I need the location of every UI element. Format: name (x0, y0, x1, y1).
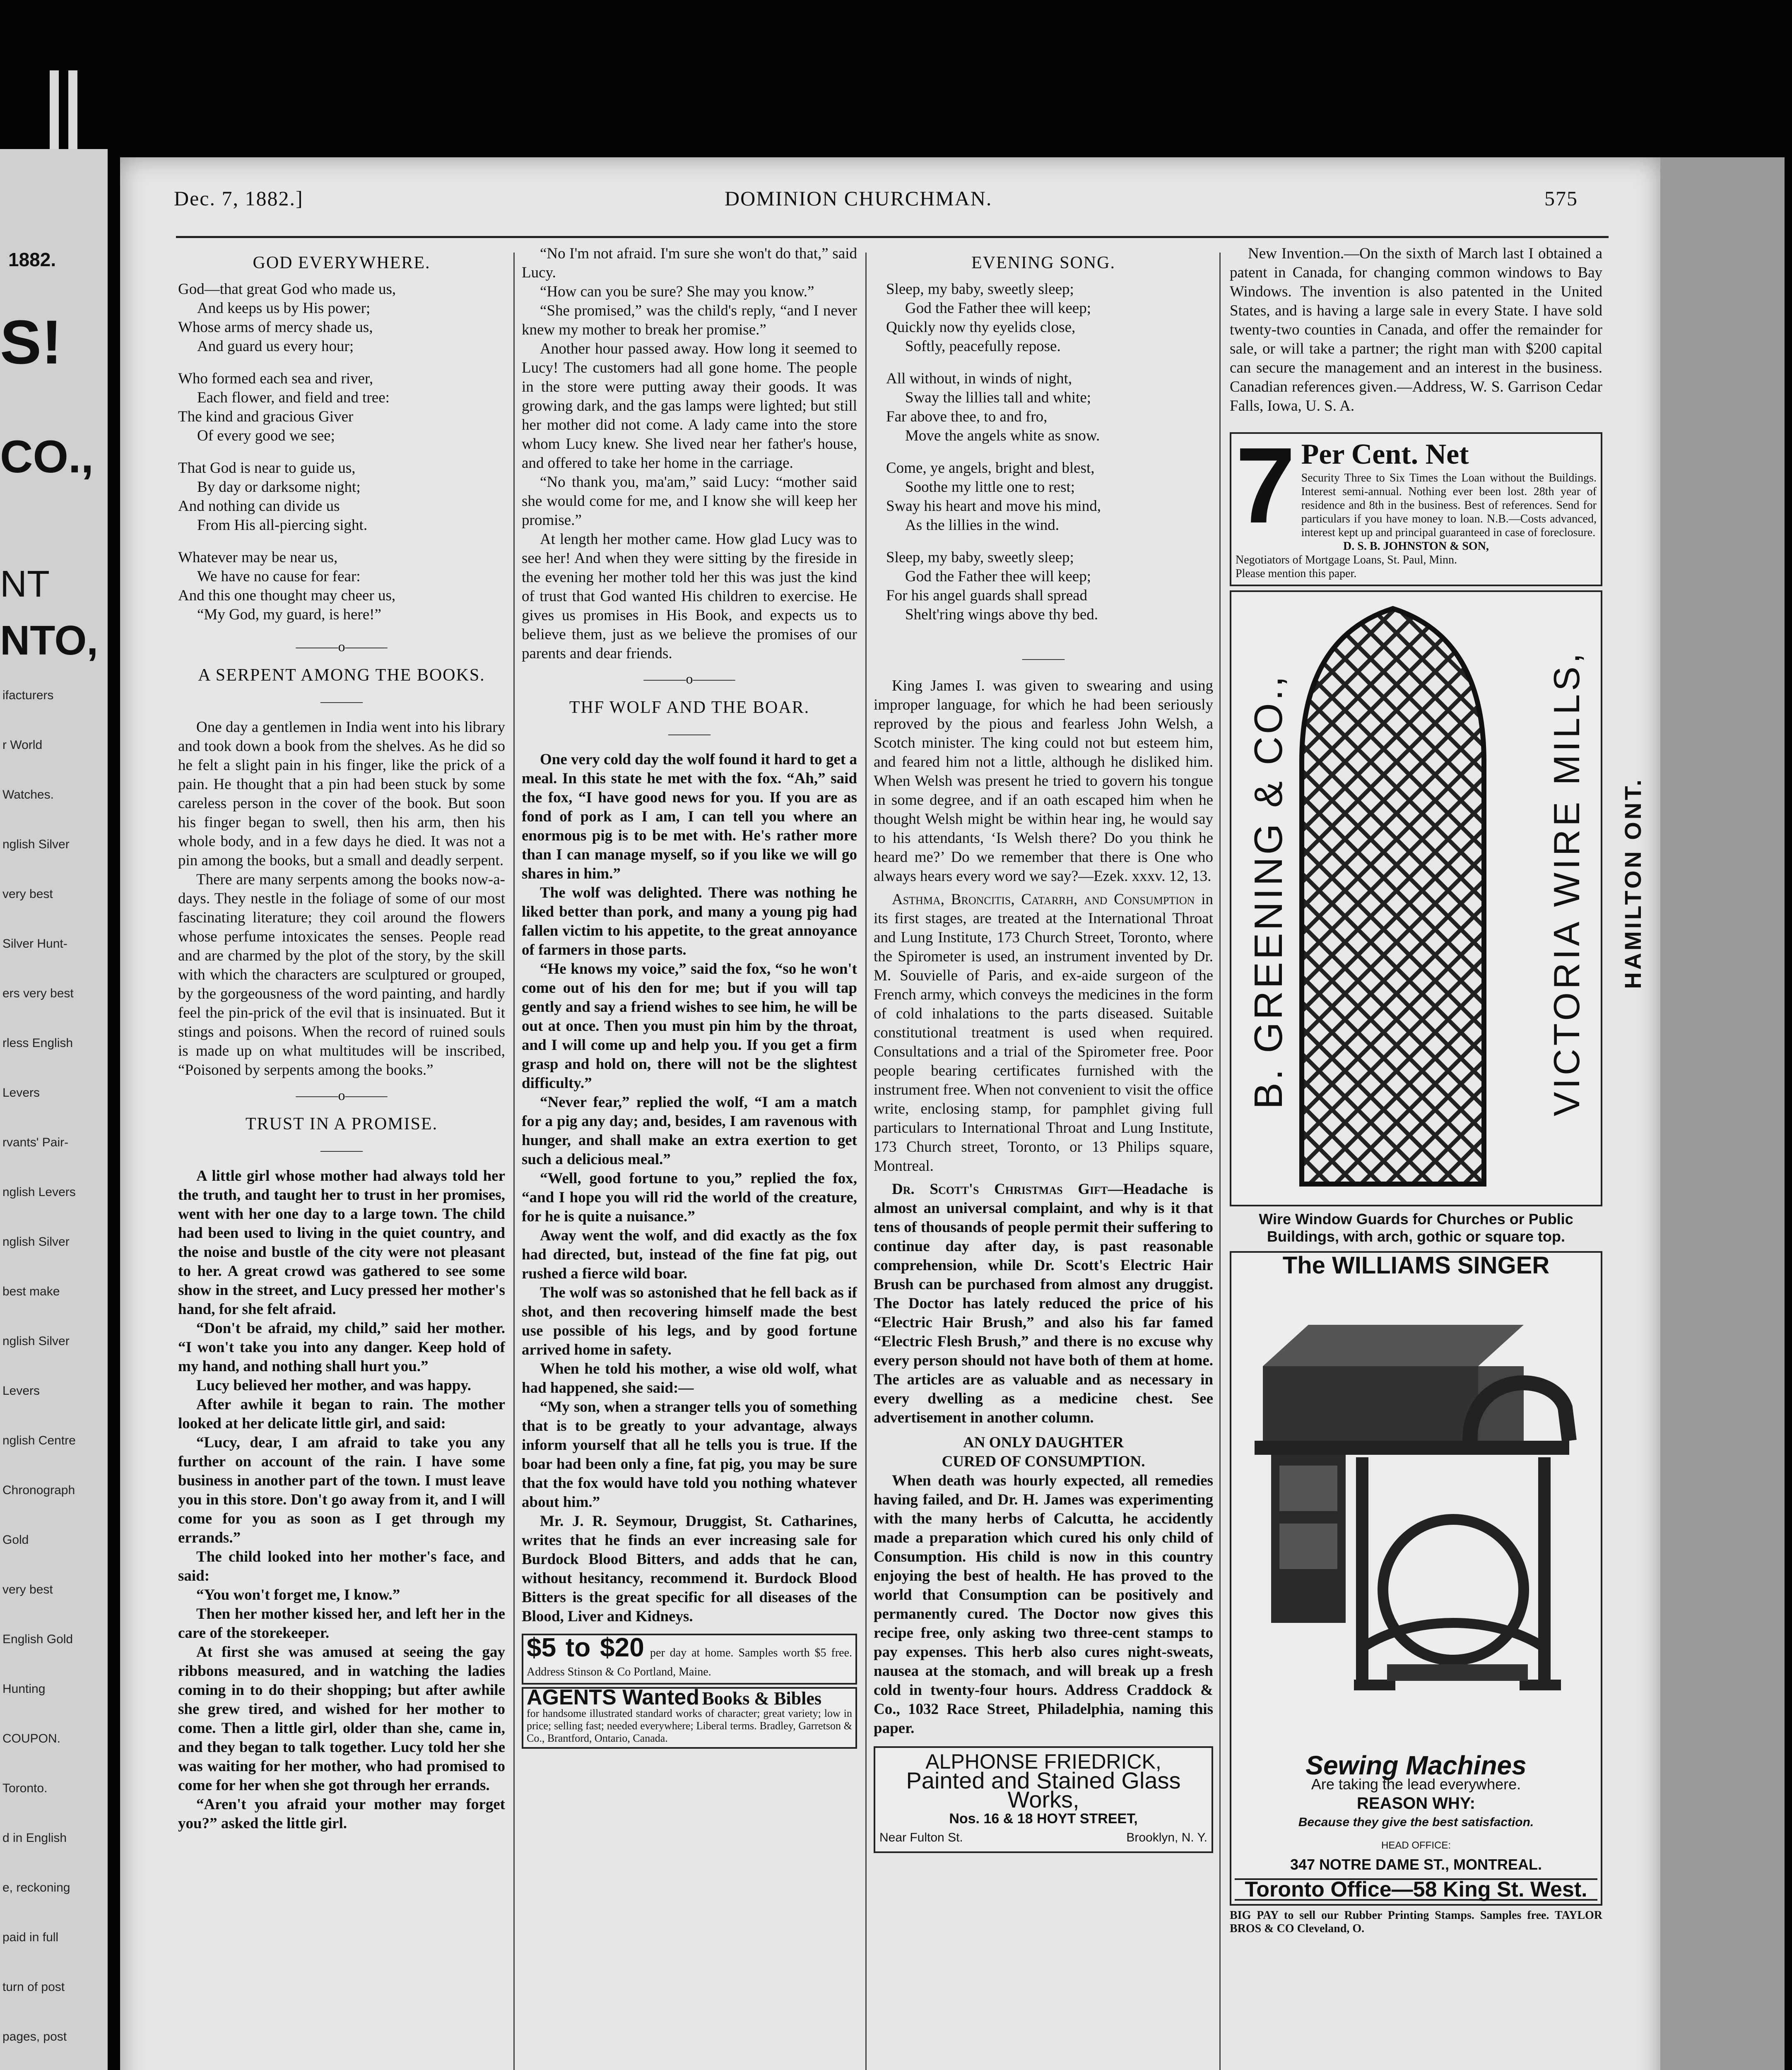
article-title: THF WOLF AND THE BOAR. (569, 698, 810, 717)
ad-bigpay: BIG PAY to sell our Rubber Printing Stamps. Samples free. TAYLOR BROS & CO Cleveland, O. (1230, 1909, 1602, 1935)
poem-line: The kind and gracious Giver (178, 408, 354, 425)
page-number: 575 (1544, 187, 1578, 210)
paragraph: Then her mother kissed her, and left her in the care of the storekeeper. (178, 1605, 505, 1642)
paragraph: When he told his mother, a wise old wolf, what had happened, she said:— (522, 1360, 857, 1396)
poem-evening-song (874, 280, 1213, 624)
fragment-headline: NT (0, 563, 50, 605)
paragraph: The wolf was delighted. There was nothing he liked better than pork, and many a young pig had fallen victim to his appetite, to the great annoyance of farmers in those parts. (522, 884, 857, 958)
paragraph: One very cold day the wolf found it hard to get a meal. In this state he met with the fox. “Ah,” said the fox, “I have good news for you. If you are as fond of pork as I am, I can tell you where an enormous pig is to be met with. He's rather more than I can manage myself, so if you like we will go shares in him.” (522, 751, 857, 882)
ad-alphonse-line: Painted and Stained Glass (906, 1767, 1181, 1793)
article-title: TRUST IN A PROMISE. (245, 1114, 438, 1134)
fragment-line: paid in full (2, 1930, 59, 1944)
item-scott-text: —Headache is almost an universal complaint, and why is it that tens of thousands of people permit their suffering to continue day after day, is past reasonable comprehension, while Dr. Scott's Electric Hair Brush can be purchased from almost any druggist. The Doctor has lately reduced the price of his “Electric Hair Brush,” and also his far famed “Electric Flesh Brush,” and there is no excuse why every person should not have both of them at home. The articles are as valuable and as necessary in every dwelling as a medicine chest. See advertisement in another column. (874, 1181, 1213, 1426)
column-4 (1230, 244, 1646, 1935)
item-asthma (874, 890, 1213, 1176)
ad-singer-address: 347 NOTRE DAME ST., MONTREAL. (1290, 1856, 1542, 1873)
poem-line: Come, ye angels, bright and blest, (886, 460, 1095, 477)
poem-line: Sway the lillies tall and white; (905, 389, 1091, 406)
poem-line: Shelt'ring wings above thy bed. (905, 606, 1098, 623)
fragment-line: turn of post (2, 1980, 65, 1994)
stanza (178, 459, 505, 535)
fragment-line: very best (2, 1583, 53, 1596)
ornament: ——— (320, 694, 363, 709)
poem-line: And guard us every hour; (197, 338, 354, 355)
fragment-line: nglish Centre (2, 1434, 76, 1447)
header-rule (176, 236, 1609, 238)
ad-per-cent-title: Per Cent. Net (1301, 438, 1469, 470)
wire-guard-illustration (1293, 604, 1492, 1192)
title-line: AN ONLY DAUGHTER (963, 1434, 1124, 1451)
fragment-line: Levers (2, 1384, 40, 1398)
ad-alphonse-near: Near Fulton St. (879, 1831, 963, 1844)
poem-line: Sleep, my baby, sweetly sleep; (886, 281, 1074, 298)
ad-alphonse-name: ALPHONSE FRIEDRICK, (925, 1750, 1161, 1773)
ad-singer-title: The WILLIAMS SINGER (1282, 1252, 1550, 1279)
paragraph: Mr. J. R. Seymour, Druggist, St. Catharines, writes that he finds an ever increasing sale for Burdock Blood Bitters, and adds that he can, without hesitancy, recommend it. Burdock Blood Bitters is the great specific for all diseases of the Blood, Liver and Kidneys. (522, 1513, 857, 1625)
ad-agents-books: Books & Bibles (702, 1688, 821, 1709)
ad-hamilton: HAMILTON ONT. (1620, 777, 1646, 989)
paragraph: At first she was amused at seeing the gay ribbons measured, and in watching the ladies coming in to do their shopping; but after awhile she grew tired, and wished for her mother to come. Then a little girl, older than she, came in, and they began to talk together. Lucy told her she was waiting for her mother, who had promised to come for her when she got through her errands. (178, 1644, 505, 1794)
item-asthma-lead: Asthma, Broncitis, Catarrh, and Consumption (892, 891, 1195, 908)
ad-singer-because: Because they give the best satisfaction. (1298, 1815, 1534, 1829)
paragraph: “She promised,” was the child's reply, “and I never knew my mother to break her promise.” (522, 302, 857, 338)
fragment-line: English Gold (2, 1632, 73, 1646)
ad-alphonse-address: Nos. 16 & 18 HOYT STREET, (949, 1811, 1138, 1827)
poem-line: Each flower, and field and tree: (197, 389, 390, 406)
ornament: ——— (1022, 651, 1065, 666)
poem-line: Of every good we see; (197, 427, 335, 444)
paragraph: “How can you be sure? She may you know.” (540, 283, 814, 300)
ad-per-cent-sub: Negotiators of Mortgage Loans, St. Paul, Minn. (1236, 554, 1457, 566)
ad-singer-toronto: Toronto Office—58 King St. West. (1235, 1878, 1597, 1901)
poem-line: “My God, my guard, is here!” (197, 606, 381, 623)
fragment-year: 1882. (8, 249, 56, 270)
ad-money-amount: $5 to $20 (527, 1632, 644, 1662)
stanza (178, 280, 505, 356)
article-wolf-body (522, 750, 857, 1626)
ad-greening (1230, 590, 1646, 1206)
poem-line: Soothe my little one to rest; (905, 479, 1075, 496)
poem-line: God—that great God who made us, (178, 281, 396, 298)
ad-per-cent-text: Security Three to Six Times the Loan without the Buildings. Interest semi-annual. Nothing ever been lost. 28th year of residence and 8th in the business. Best of references. Send for particulars if you have money to loan. N.B.—Costs advanced, interest kept up and principal guaranteed in case of foreclosure. (1301, 472, 1597, 539)
paragraph: “No I'm not afraid. I'm sure she won't do that,” said Lucy. (522, 245, 857, 281)
stanza (886, 459, 1213, 535)
ad-alphonse-footer (879, 1828, 1207, 1847)
fragment-headline: S! (0, 307, 62, 377)
fragment-line: pages, post (2, 2030, 67, 2044)
paragraph: “Well, good fortune to you,” replied the fox, “and I hope you will rid the world of the creature, for he is quite a nuisance.” (522, 1170, 857, 1225)
column-2 (522, 244, 857, 1749)
fragment-line: rless English (2, 1036, 73, 1050)
ad-wire-caption: Wire Window Guards for Churches or Public Buildings, with arch, gothic or square top. (1259, 1211, 1573, 1245)
poem-line: Whatever may be near us, (178, 549, 338, 566)
fragment-headline: CO., (0, 431, 94, 482)
poem-line: As the lillies in the wind. (905, 517, 1060, 534)
article-serpent-body (178, 718, 505, 1080)
stanza (886, 548, 1213, 624)
column-rule (865, 253, 867, 2070)
paragraph: There are many serpents among the books now-a-days. They nestle in the foliage of some of our most fascinating literature; they coil around the flowers whose perfume intoxicates the senses. People read and are charmed by the plot of the story, by the skill with which the characters are sculptured or grouped, by the gorgeousness of the word painting, and hardly feel the pin-prick of the evil that is insinuated. But it stings and poisons. When the record of ruined souls is made up on what multitudes will be inscribed, “Poisoned by serpents among the books.” (178, 871, 505, 1078)
stanza (886, 369, 1213, 445)
ornament: ——— (320, 1143, 363, 1158)
item-king-james: King James I. was given to swearing and using improper language, for which he had been seriously reproved by the pious and fearless John Welsh, a Scotch minister. The king could not but esteem him, and feared him not a little, although he disliked him. When Welsh was present he tried to govern his tongue in some degree, and if an oath escaped him when he thought Welsh might be within hear ing, he would say to his attendants, ‘Is Welsh there? Do you think he heard me?’ Do we remember that there is One who always hears every word we say?—Ezek. xxxv. 12, 13. (874, 677, 1213, 885)
paragraph: “Don't be afraid, my child,” said her mother. “I won't take you into any danger. Keep hold of my hand, and nothing shall hurt you.” (178, 1320, 505, 1375)
ad-singer-head-office: HEAD OFFICE: (1381, 1840, 1451, 1851)
stanza (178, 369, 505, 445)
paragraph: A little girl whose mother had always told her the truth, and taught her to trust in her promises, went with her one day to a large town. The child had been used to living in the quiet country, and the noise and bustle of the city were not pleasant to her. A great crowd was gathered to see some show in the street, and Lucy pressed her mother's hand, for she felt afraid. (178, 1167, 505, 1318)
ad-per-cent-firm: D. S. B. JOHNSTON & SON, (1343, 540, 1489, 553)
column-rule (513, 253, 515, 2070)
ad-alphonse-line: Works, (1007, 1786, 1079, 1812)
column-rule (1219, 253, 1221, 2070)
fragment-line: Levers (2, 1086, 40, 1100)
ad-per-cent-top (1236, 426, 1597, 546)
poem-line: Far above thee, to and fro, (886, 408, 1048, 425)
ad-agents-heading: AGENTS Wanted (527, 1685, 699, 1709)
sewing-machine-illustration (1238, 1275, 1594, 1751)
poem-line: Sleep, my baby, sweetly sleep; (886, 549, 1074, 566)
fragment-line: nglish Levers (2, 1185, 76, 1199)
paragraph: “You won't forget me, I know.” (196, 1586, 400, 1603)
masthead: DOMINION CHURCHMAN. (725, 187, 992, 210)
item-scott-lead: Dr. Scott's Christmas Gift (892, 1181, 1108, 1198)
poem-line: And nothing can divide us (178, 498, 340, 515)
ad-money-text: per day at home. Samples worth $5 free. Address Stinson & Co Portland, Maine. (527, 1646, 853, 1678)
item-daughter-title (874, 1433, 1213, 1471)
column-3 (874, 244, 1213, 1853)
previous-page-fragment (0, 149, 108, 2070)
poem-line: And this one thought may cheer us, (178, 587, 396, 604)
ad-agents (522, 1687, 857, 1749)
ornament: ———o——— (643, 672, 735, 687)
newspaper-page (120, 157, 1660, 2070)
ad-per-cent-note: Please mention this paper. (1236, 567, 1357, 580)
fragment-line: Hunting (2, 1682, 46, 1696)
ad-greening-name: B. GREENING & CO., (1246, 673, 1291, 1110)
poem-line: That God is near to guide us, (178, 460, 356, 477)
poem-line: Who formed each sea and river, (178, 370, 373, 387)
item-asthma-text: in its first stages, are treated at the International Throat and Lung Institute, 173 Church Street, Toronto, where the Spirometer is used, an instrument invented by Dr. M. Souvielle of Paris, and ex-aide surgeon of the French army, which conveys the medicines in the form of cold inhalations to the parts diseased. Suitable constitutional treatment is used when required. Consultations and a trial of the Spirometer free. Poor people bearing certificates furnished with the instrument free. When not convenient to visit the office write, enclosing stamp, for pamphlet giving full particulars to International Throat and Lung Institute, 173 Church street, Toronto, or 13 Philips square, Montreal. (874, 891, 1214, 1175)
item-daughter-text: When death was hourly expected, all remedies having failed, and Dr. H. James was experimenting with the many herbs of Calcutta, he accidently made a preparation which cured his only child of Consumption. His child is now in this country enjoying the best of health. He has proved to the world that Consumption can be positively and permanently cured. The Doctor now gives this recipe free, only asking two three-cent stamps to pay expenses. This herb also cures night-sweats, nausea at the stomach, and will break up a fresh cold in twenty-four hours. Address Craddock & Co., 1032 Race Street, Philadelphia, naming this paper. (874, 1472, 1213, 1737)
paragraph: One day a gentlemen in India went into his library and took down a book from the shelves. As he did so he felt a slight pain in his finger, like the prick of a pain. He thought that a pin had been stuck by some careless person in the cover of the book. But soon his finger began to swell, then his arm, then his whole body, and in a few days he died. It was not a pin among the books, but a small and deadly serpent. (178, 719, 505, 869)
paragraph: Lucy believed her mother, and was happy. (196, 1377, 472, 1394)
adjacent-page-edge (1660, 157, 1785, 2070)
poem-line: Move the angels white as snow. (905, 427, 1100, 444)
ad-sewing-machines: Sewing Machines (1305, 1750, 1527, 1780)
poem-line: For his angel guards shall spread (886, 587, 1088, 604)
paragraph: “My son, when a stranger tells you of something that is to be greatly to your advantage, always inform yourself that all he tells you is true. If the boar had been only a fine, fat pig, you may be sure that the fox would have told you nothing whatever about him.” (522, 1398, 857, 1511)
fragment-line: e, reckoning (2, 1881, 70, 1894)
fragment-line: Gold (2, 1533, 29, 1547)
poem-line: God the Father thee will keep; (905, 568, 1091, 585)
article-trust-continued (522, 244, 857, 663)
ornament: ———o——— (296, 639, 388, 655)
poem-title: GOD EVERYWHERE. (253, 253, 431, 272)
poem-line: Whose arms of mercy shade us, (178, 319, 373, 336)
poem-line: We have no cause for fear: (197, 568, 361, 585)
paragraph: “No thank you, ma'am,” said Lucy: “mother said she would come for me, and I know she will keep her promise.” (522, 474, 857, 529)
ad-money (522, 1634, 857, 1685)
paragraph: The child looked into her mother's face, and said: (178, 1548, 505, 1584)
article-trust-body (178, 1167, 505, 1833)
poem-line: By day or darksome night; (197, 479, 361, 496)
poem-line: From His all-piercing sight. (197, 517, 368, 534)
fragment-line: very best (2, 887, 53, 901)
column-1 (178, 244, 505, 1833)
ad-williams-singer (1230, 1251, 1602, 1906)
fragment-line: Chronograph (2, 1483, 75, 1497)
paragraph: “Lucy, dear, I am afraid to take you any further on account of the rain. I have some business in another part of the town. I must leave you in this store. Don't go away from it, and I will come for you as soon as I get through my errands.” (178, 1434, 505, 1546)
item-scott (874, 1180, 1213, 1427)
paragraph: At length her mother came. How glad Lucy was to see her! And when they were sitting by the fireside in the evening her mother told her this was just the kind of trust that God wanted His children to exercise. He gives us promises in His Book, and expects us to believe them, just as we believe the promises of our parents and dear friends. (522, 531, 857, 662)
poem-title: EVENING SONG. (971, 253, 1115, 272)
paragraph: “Aren't you afraid your mother may forget you?” asked the little girl. (178, 1796, 505, 1832)
poem-line: Quickly now thy eyelids close, (886, 319, 1076, 336)
ad-alphonse-city: Brooklyn, N. Y. (1126, 1831, 1207, 1844)
ad-invention: New Invention.—On the sixth of March last I obtained a patent in Canada, for changing common windows to Bay Windows. The invention is also patented in the United States, and is having a large sale in every State. I have sold twenty-two counties in Canada, and offer the remainder for sale, or will take a partner; the right man with $200 capital can secure the management and an interest in the business. Canadian references given.—Address, W. S. Garrison Cedar Falls, Iowa, U. S. A. (1230, 245, 1602, 414)
fragment-line: Silver Hunt- (2, 937, 67, 951)
fragment-line: ifacturers (2, 688, 54, 702)
ad-per-cent (1230, 426, 1602, 586)
title-line: CURED OF CONSUMPTION. (942, 1453, 1145, 1470)
fragment-line: Toronto. (2, 1781, 48, 1795)
ad-alphonse (874, 1746, 1213, 1853)
fragment-line: ers very best (2, 987, 74, 1000)
paragraph: After awhile it began to rain. The mother looked at her delicate little girl, and said: (178, 1396, 505, 1432)
poem-line: All without, in winds of night, (886, 370, 1072, 387)
ornament: ——— (668, 726, 711, 741)
fragment-line: nglish Silver (2, 1334, 70, 1348)
paragraph: Away went the wolf, and did exactly as the fox had directed, but, instead of the fine fat pig, out rushed a fierce wild boar. (522, 1227, 857, 1282)
fragment-line: rvants' Pair- (2, 1136, 69, 1149)
fragment-line: COUPON. (2, 1732, 61, 1745)
ad-per-cent-number: 7 (1236, 426, 1296, 546)
paragraph: “Never fear,” replied the wolf, “I am a match for a pig any day; and, besides, I am ravenous with hunger, and shall make an extra exertion to get such a delicious meal.” (522, 1094, 857, 1168)
paragraph: The wolf was so astonished that he fell back as if shot, and then recovering himself made the best use possible of his legs, and by good fortune arrived home in safety. (522, 1284, 857, 1358)
ornament: ———o——— (296, 1088, 388, 1103)
fragment-line: nglish Silver (2, 1235, 70, 1249)
fragment-line: Watches. (2, 788, 54, 802)
article-title: A SERPENT AMONG THE BOOKS. (198, 666, 485, 685)
fragment-line: best make (2, 1285, 60, 1298)
stanza (178, 548, 505, 624)
ad-victoria-name: VICTORIA WIRE MILLS, (1546, 650, 1587, 1117)
fragment-headline: NTO, (0, 617, 99, 664)
fragment-line: r World (2, 738, 43, 752)
fragment-line: d in English (2, 1831, 67, 1845)
poem-god-everywhere (178, 280, 505, 624)
poem-line: Sway his heart and move his mind, (886, 498, 1101, 515)
poem-line: And keeps us by His power; (197, 300, 371, 317)
ad-agents-text: for handsome illustrated standard works of character; great variety; low in price; selling fast; needed everywhere; Liberal terms. Bradley, Garretson & Co., Brantford, Ontario, Canada. (527, 1707, 852, 1744)
ad-per-cent-body (1301, 438, 1597, 539)
paragraph: Another hour passed away. How long it seemed to Lucy! The customers had all gone home. The people in the store were putting away their goods. It was growing dark, and the gas lamps were lighted; but still her mother did not come. A lady came into the store whom Lucy knew. She lived near her father's house, and offered to take her home in the carriage. (522, 340, 857, 472)
ad-singer-lead: Are taking the lead everywhere. (1311, 1776, 1521, 1793)
poem-line: Softly, peacefully repose. (905, 338, 1061, 355)
issue-date: Dec. 7, 1882.] (174, 187, 303, 210)
stanza (886, 280, 1213, 356)
paragraph: “He knows my voice,” said the fox, “so he won't come out of his den for me; but if you will tap gently and say a friend wishes to see him, he will be out at once. Then you must pin him by the throat, and I will come up and help you. If you get a firm grasp and hold on, there will not be the slightest difficulty.” (522, 960, 857, 1092)
fragment-line: nglish Silver (2, 838, 70, 851)
ad-singer-reason: REASON WHY: (1357, 1794, 1475, 1812)
poem-line: God the Father thee will keep; (905, 300, 1091, 317)
